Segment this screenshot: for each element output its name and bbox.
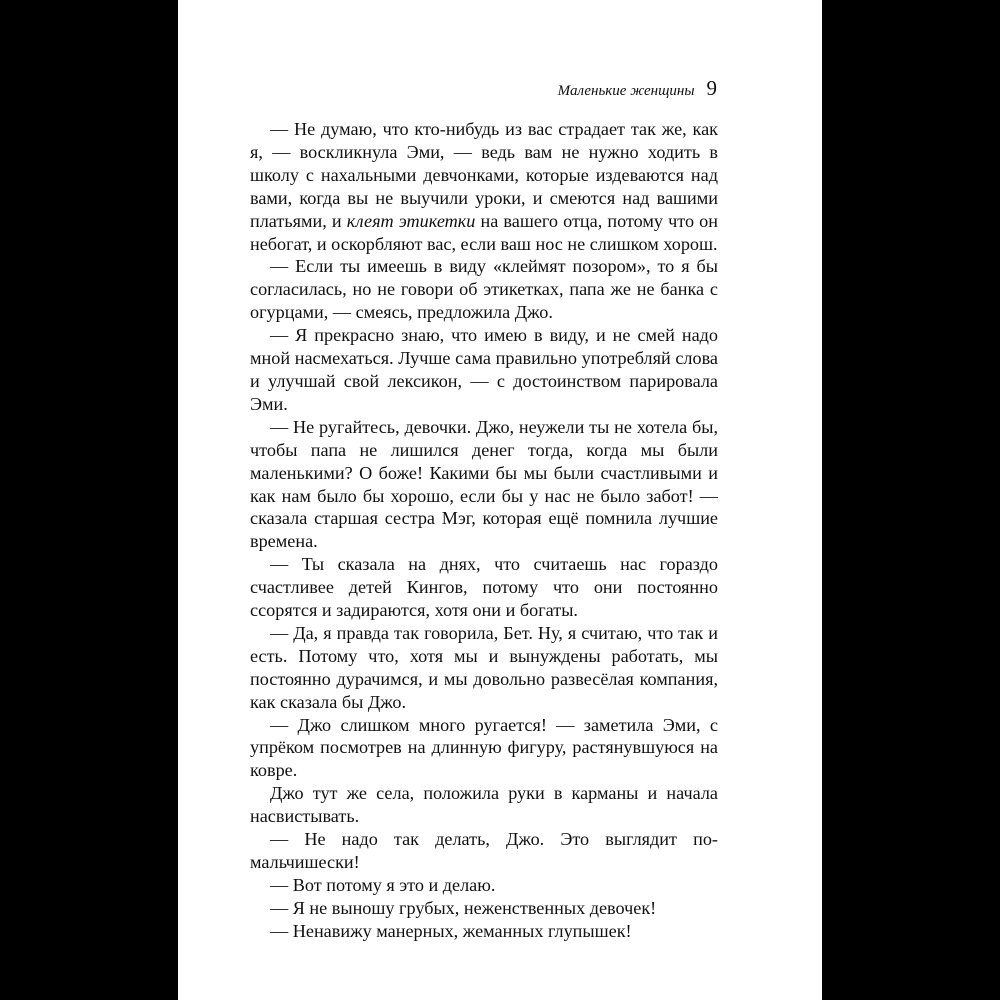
paragraph: — Я не выношу грубых, неженственных девочек! bbox=[270, 897, 657, 918]
paragraph: — Не думаю, что кто-нибудь из вас страдает так же, как я, — воскликнула Эми, — ведь вам не нужно ходить в школу с нахальными девчонками, которые издеваются над вами, когда вы не выучили уроки, и смеются над вашими платьями, и клеят этикетки на вашего отца, потому что он небогат, и оскорбляют вас, если ваш нос не слишком хорош. bbox=[250, 119, 718, 254]
italic-phrase: клеят этикетки bbox=[346, 210, 476, 231]
paragraph: — Не надо так делать, Джо. Это выглядит по-мальчишески! bbox=[250, 829, 718, 872]
running-head-title: Маленькие женщины bbox=[557, 83, 695, 99]
paragraph: — Вот потому я это и делаю. bbox=[270, 874, 496, 895]
body-text bbox=[250, 118, 718, 943]
paragraph: — Если ты имеешь в виду «клеймят позором», то я бы согласилась, но не говори об этикетках, папа же не банка с огурцами, — смеясь, предложила Джо. bbox=[250, 256, 718, 323]
paragraph: — Джо слишком много ругается! — заметила Эми, с упрёком посмотрев на длинную фигуру, растянувшуюся на ковре. bbox=[250, 714, 718, 781]
running-head bbox=[558, 76, 717, 101]
paragraph: — Я прекрасно знаю, что имею в виду, и не смей надо мной насмехаться. Лучше сама правильно употребляй слова и улучшай свой лексикон, — с достоинством парировала Эми. bbox=[250, 325, 718, 414]
paragraph: — Да, я правда так говорила, Бет. Ну, я считаю, что так и есть. Потому что, хотя мы и вынуждены работать, мы постоянно дурачимся, и мы довольно развесёлая компания, как сказала бы Джо. bbox=[250, 622, 718, 712]
paragraph: — Ненавижу манерных, жеманных глупышек! bbox=[270, 920, 632, 941]
paragraph: — Не ругайтесь, девочки. Джо, неужели ты не хотела бы, чтобы папа не лишился денег тогда, когда мы были маленькими? О боже! Какими бы мы были счастливыми и как нам было бы хорошо, если бы у нас не было забот! — сказала старшая сестра Мэг, которая ещё помнила лучшие времена. bbox=[250, 416, 718, 552]
paragraph: — Ты сказала на днях, что считаешь нас гораздо счастливее детей Кингов, потому что они постоянно ссорятся и задираются, хотя они и богаты. bbox=[250, 554, 718, 621]
book-page bbox=[178, 0, 822, 1000]
page-number: 9 bbox=[706, 76, 717, 100]
paragraph: Джо тут же села, положила руки в карманы и начала насвистывать. bbox=[250, 783, 718, 827]
